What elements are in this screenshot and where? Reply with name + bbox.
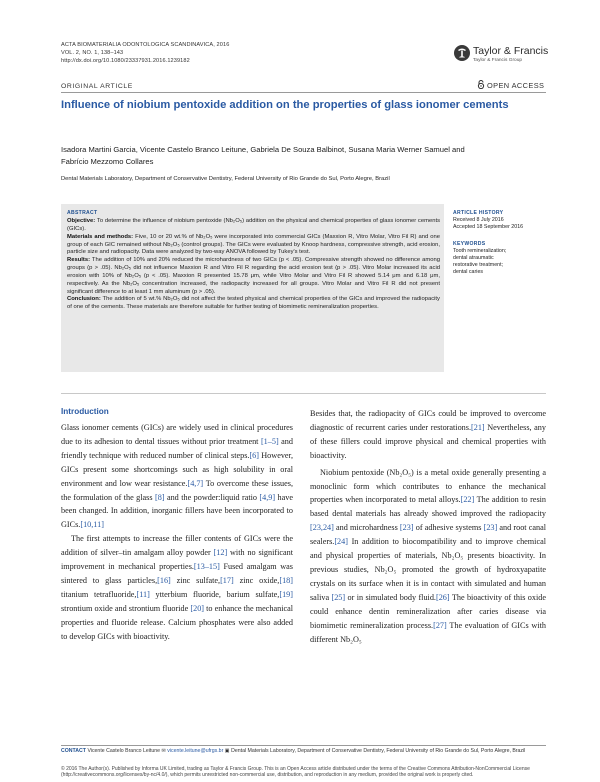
article-history-heading: ARTICLE HISTORY [453,210,504,216]
keyword-line: dental atraumatic [453,255,494,261]
email-icon: ✉ [161,748,166,754]
contact-label: CONTACT [61,748,86,754]
abstract-text [67,218,440,312]
citation-link[interactable]: [21] [471,422,485,432]
citation-link[interactable]: [6] [249,450,259,460]
text: Niobium pentoxide (Nb₂O₅) is a metal oxide generally presenting a monoclinic form which contributes to enhance the mechanical properties when incorporated to metal alloys. [310,467,546,505]
doi-link[interactable]: http://dx.doi.org/10.1080/23337931.2016.1239182 [61,58,190,64]
objective-label: Objective: [67,218,96,224]
citation-link[interactable]: [19] [279,589,293,599]
text: with no significant improvement in mechanical properties. [61,548,294,572]
paragraph [61,532,293,643]
text: The addition to resin based dental materials has already showed improved the radiopacity [310,495,546,519]
contact-name: Vicente Castelo Branco Leitune [87,748,161,754]
citation-link[interactable]: [20] [190,603,205,613]
text: and the powder:liquid ratio [164,492,260,502]
citation-link[interactable]: [12] [213,548,228,558]
text: The evaluation of GICs with different Nb₂O₅ [310,620,546,644]
journal-volume: VOL. 2, NO. 1, 138–143 [61,50,124,56]
text: ytterbium fluoride, barium sulfate, [149,589,280,599]
citation-link[interactable]: [25] [331,592,346,602]
citation-link[interactable]: [27] [433,620,447,630]
citation-link[interactable]: [4,9] [259,492,276,502]
keyword-line: Tooth remineralization; [453,248,507,254]
received-date: Received 8 July 2016 [453,217,504,223]
citation-link[interactable]: [4,7] [187,478,204,488]
citation-link[interactable]: [18] [279,575,293,585]
text: strontium oxide and strontium fluoride [61,603,191,613]
affiliation: Dental Materials Laboratory, Department of Conservative Dentistry, Federal University of Rio Grande do Sul, Porto Alegre, Brazil [61,176,390,182]
methods-text: Five, 10 or 20 wt.% of Nb₂O₅ were incorporated into commercial GICs (Maxxion R, Vitro Molar, Vitro Fil R) and one group of each GIC remained without Nb₂O₅ (control groups). The GICs were evaluated by Knoop hardness, compressive strength, acid erosion, particle size and radiopacity. Data were analyzed by two-way ANOVA followed by Tukey's test. [67,233,440,256]
text: and root canal sealers. [310,523,546,547]
text: The bioactivity of this oxide could enhance dentin remineralization after caries disease via biomimetic remineralization process. [310,592,546,630]
text: to enhance the mechanical properties and fluoride release. Calcium phosphates were also added to develop GICs with bioactivity. [61,603,294,641]
keywords-heading: KEYWORDS [453,241,486,247]
citation-link[interactable]: [16] [157,575,171,585]
author-list: Isadora Martini Garcia, Vicente Castelo Branco Leitune, Gabriela De Souza Balbinot, Susana Maria Werner Samuel and Fabrício Mezzomo Collares [61,145,465,166]
introduction-heading: Introduction [61,407,109,416]
location-icon: ▣ [224,748,230,754]
citation-link[interactable]: [10,11] [80,520,104,530]
citation-link[interactable]: [11] [136,589,150,599]
results-text: The addition of 10% and 20% reduced the microhardness of two GICs (p < .05). Compressive strength showed no difference among groups (p > .05). Nb₂O₅ did not influence Maxxion R and Vitro Fil R regarding the acid erosion test (p > .05). Vitro Molar increased its acid erosion with 10% of Nb₂O₅ (p < .05). Maxxion R presented 15.78 μm, while Vitro Molar and Vitro Fil R showed 5.14 μm and 6.18 μm, respectively. As the Nb₂O₅ concentration increased, the radiopacity increased for all groups. Vitro Molar and Vitro Fil R did not present significant difference to at least 1 mm aluminum (p > .05). [67,257,440,295]
objective-text: To determine the influence of niobium pentoxide (Nb₂O₅) addition on the physical and chemical properties of glass ionomer cements (GICs). [67,218,440,232]
accepted-date: Accepted 18 September 2016 [453,224,524,230]
publisher-logo[interactable] [453,44,551,66]
keyword-line: dental caries [453,269,484,275]
footer-divider [61,745,546,746]
conclusion-label: Conclusion: [67,296,101,303]
text: The first attempts to increase the filler contents of GICs were the addition of silver–tin amalgam alloy powder [61,534,293,558]
publisher-logo-icon [453,44,471,62]
publisher-subname: Taylor & Francis Group [473,58,523,63]
abstract-heading: ABSTRACT [67,210,98,216]
citation-link[interactable]: [22] [460,495,475,505]
text: have been changed. In addition, inorganic fillers have been incorporated to GICs. [61,492,293,530]
open-access-badge[interactable] [477,80,544,90]
text: of adhesive systems [413,523,484,533]
text: and microhardness [333,523,400,533]
left-column [61,421,293,644]
text: Besides that, the radiopacity of GICs could be improved to overcome diagnostic of recurrent caries under restorations. [310,409,546,432]
text: zinc oxide, [233,575,280,585]
publisher-name: Taylor & Francis [473,45,549,57]
citation-link[interactable]: [26] [435,592,450,602]
abstract-divider [61,393,546,394]
copyright-notice: © 2016 The Author(s). Published by Informa UK Limited, trading as Taylor & Francis Group. This is an Open Access article distributed under the terms of the Creative Commons Attribution-NonCommercial License (http://creativecommons.org/licenses/by-nc/4.0/), which permits unrestricted non-commercial use, distribution, and reproduction in any medium, provided the original work is properly cited. [61,766,530,779]
open-lock-icon [477,80,485,89]
conclusion-text: The addition of 5 wt.% Nb₂O₅ did not affect the tested physical and chemical properties of the GICs and improved the radiopacity of one of the cements. These materials are therefore suitable for further testing of biomimetic remineralization properties. [67,296,440,311]
results-label: Results: [67,257,91,264]
paragraph [61,421,293,532]
citation-link[interactable]: [23] [399,523,414,533]
citation-link[interactable]: [1–5] [260,436,279,446]
text: titanium tetrafluoride, [61,589,137,599]
text: Nevertheless, any of these fillers could improve physical and chemical properties with bioactivity. [310,422,546,460]
methods-label: Materials and methods: [67,233,134,240]
paragraph [310,466,546,647]
journal-name: ACTA BIOMATERIALIA ODONTOLOGICA SCANDINAVICA, 2016 [61,42,230,48]
text: Glass ionomer cements (GICs) are widely used in clinical procedures due to its adhesion to dental tissues without prior treatment [61,423,293,446]
citation-link[interactable]: [24] [334,537,348,547]
citation-link[interactable]: [23] [483,523,498,533]
paragraph [310,407,546,463]
text: Fused amalgam was sintered to glass particles, [61,562,293,585]
header-divider [61,92,546,93]
text: In addition to biocompatibility and to improve chemical and physical properties of materials, Nb₂O₅ presents bioactivity. In previous studies, Nb₂O₅ promoted the growth of hydroxyapatite crystals on its surface when it is in contact with simulated and human saliva [310,537,546,602]
article-title: Influence of niobium pentoxide addition on the properties of glass ionomer cements [61,99,509,111]
right-column [310,407,546,646]
open-access-label: OPEN ACCESS [487,81,545,90]
contact-info [61,748,546,755]
article-type: ORIGINAL ARTICLE [61,83,133,90]
text: However, GICs present some shortcomings such as high solubility in oral environment and low wear resistance. [61,450,293,488]
text: To overcome these issues, the formulation of the glass [61,478,293,502]
text: and friendly technique with reduced number of clinical steps. [61,436,293,460]
citation-link[interactable]: [13–15] [193,562,220,572]
text: zinc sulfate, [170,575,221,585]
contact-address: Dental Materials Laboratory, Department of Conservative Dentistry, Federal University of Rio Grande do Sul, Porto Alegre, Brazil [231,748,526,754]
citation-link[interactable]: [17] [220,575,234,585]
contact-email-link[interactable]: vicente.leitune@ufrgs.br [167,748,224,754]
citation-link[interactable]: [23,24] [310,523,334,533]
keyword-line: restorative treatment; [453,262,504,268]
citation-link[interactable]: [8] [154,492,165,502]
text: or in simulated body fluid. [345,592,436,602]
